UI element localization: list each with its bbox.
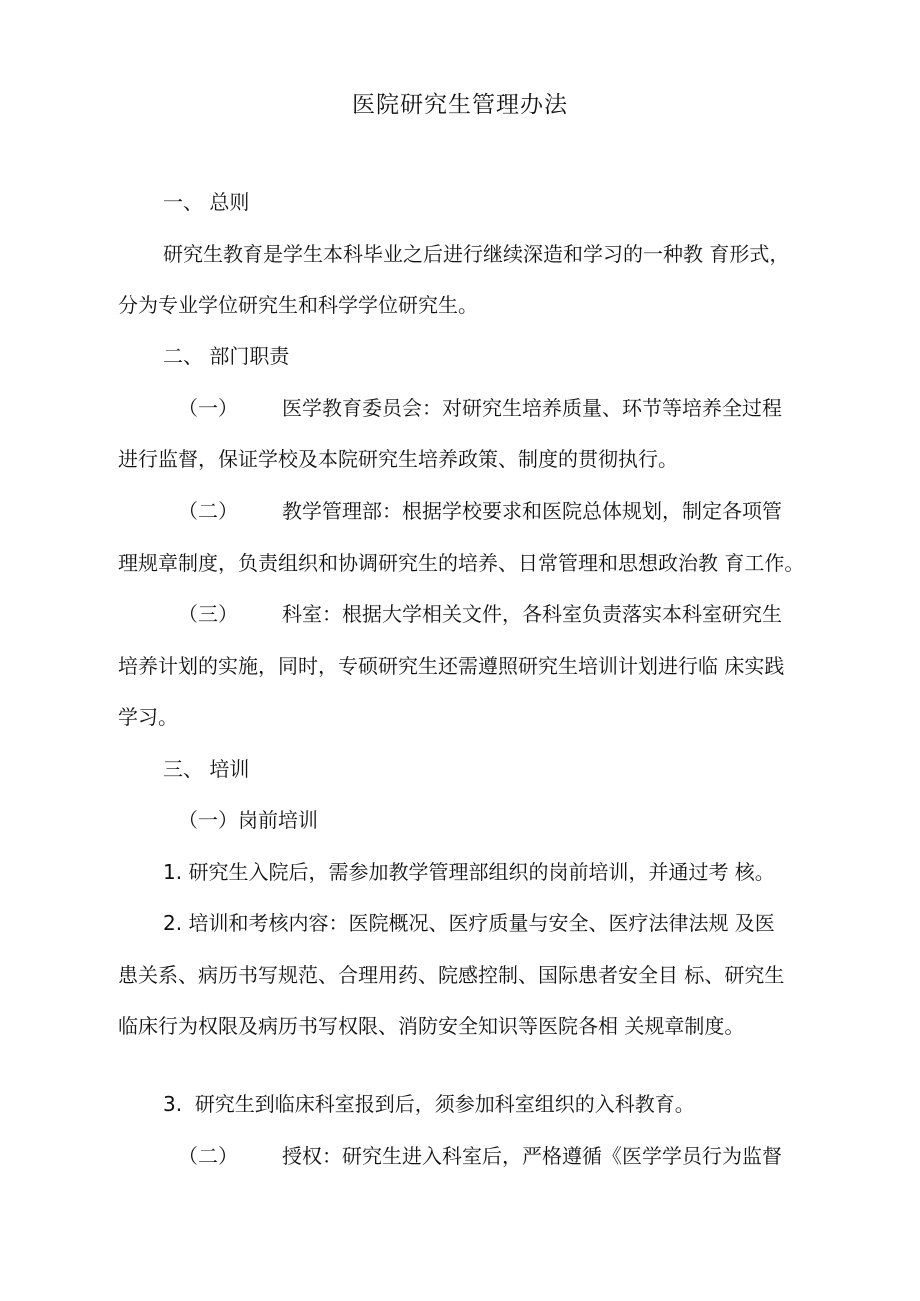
list-item-line xyxy=(178,1141,782,1171)
item-marker: （三） xyxy=(178,602,238,626)
subsection-heading: （一）岗前培训 xyxy=(178,808,318,832)
list-item-line xyxy=(178,496,782,526)
numbered-point xyxy=(163,908,775,938)
list-item-line: 学习。 xyxy=(118,705,178,729)
list-item-line: 理规章制度，负责组织和协调研究生的培养、日常管理和思想政治教 育工作。 xyxy=(118,551,805,575)
item-marker: （二） xyxy=(178,1144,238,1168)
paragraph-line: 临床行为权限及病历书写权限、消防安全知识等医院各相 关规章制度。 xyxy=(118,1014,745,1038)
point-number: 3. xyxy=(163,1092,183,1116)
item-text: 医学教育委员会：对研究生培养质量、环节等培养全过程 xyxy=(282,396,782,420)
point-text: 培训和考核内容：医院概况、医疗质量与安全、医疗法律法规 及医 xyxy=(188,911,775,935)
item-text: 科室：根据大学相关文件，各科室负责落实本科室研究生 xyxy=(282,602,782,626)
paragraph-line: 患关系、病历书写规范、合理用药、院感控制、国际患者安全目 标、研究生 xyxy=(118,963,785,987)
paragraph-line: 分为专业学位研究生和科学学位研究生。 xyxy=(118,293,478,317)
document-title: 医院研究生管理办法 xyxy=(352,92,568,118)
point-number: 1. xyxy=(163,860,183,884)
paragraph-line: 研究生教育是学生本科毕业之后进行继续深造和学习的一种教 育形式， xyxy=(163,242,790,266)
list-item-line xyxy=(178,599,782,629)
item-marker: （一） xyxy=(178,396,238,420)
item-text: 教学管理部：根据学校要求和医院总体规划，制定各项管 xyxy=(282,499,782,523)
list-item-line: 培养计划的实施，同时，专硕研究生还需遵照研究生培训计划进行临 床实践 xyxy=(118,654,785,678)
numbered-point xyxy=(163,1089,695,1119)
point-number: 2. xyxy=(163,911,183,935)
item-text: 授权：研究生进入科室后，严格遵循《医学学员行为监督 xyxy=(282,1144,782,1168)
section-heading-duties: 二、 部门职责 xyxy=(163,344,290,368)
list-item-line: 进行监督，保证学校及本院研究生培养政策、制度的贯彻执行。 xyxy=(118,447,678,471)
numbered-point xyxy=(163,857,775,887)
list-item-line xyxy=(178,393,782,423)
item-marker: （二） xyxy=(178,499,238,523)
point-text: 研究生入院后，需参加教学管理部组织的岗前培训，并通过考 核。 xyxy=(188,860,775,884)
point-text: 研究生到临床科室报到后，须参加科室组织的入科教育。 xyxy=(194,1092,695,1116)
section-heading-training: 三、 培训 xyxy=(163,757,250,781)
section-heading-general: 一、 总则 xyxy=(163,190,250,214)
